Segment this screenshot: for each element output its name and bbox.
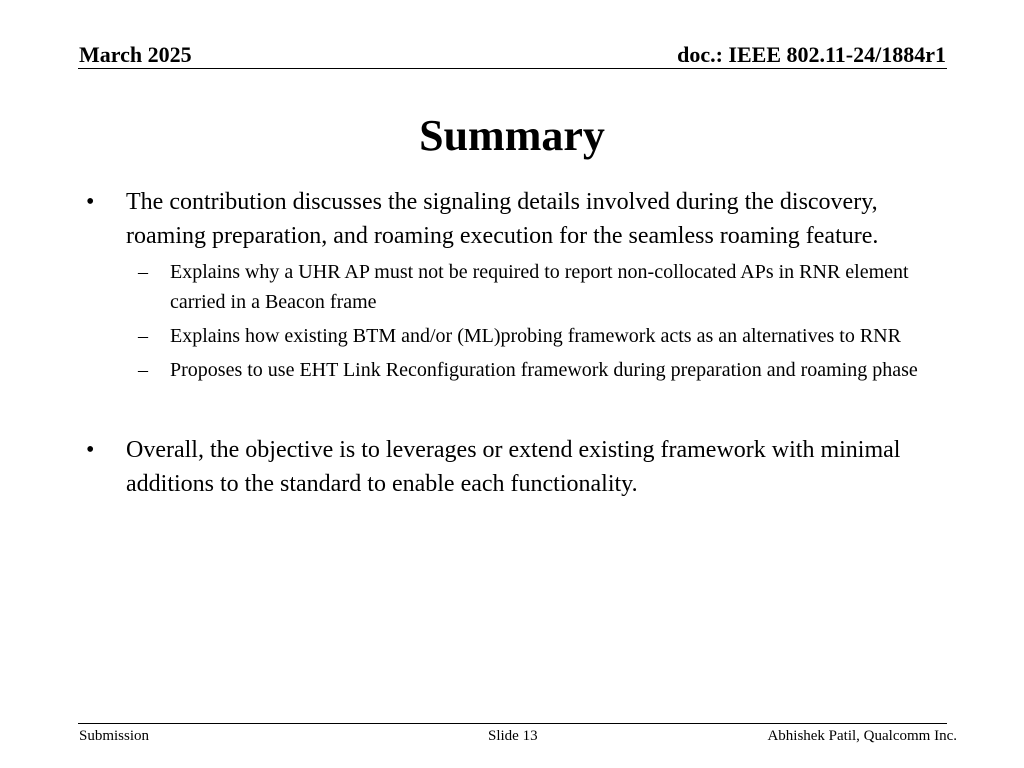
sub-bullet-text: Explains how existing BTM and/or (ML)probing framework acts as an alternatives to RNR bbox=[170, 325, 901, 347]
spacer bbox=[86, 385, 946, 433]
header-divider bbox=[78, 68, 947, 69]
footer-divider bbox=[78, 723, 947, 724]
sub-bullet-item bbox=[138, 355, 946, 385]
bullet-text: The contribution discusses the signaling details involved during the discovery, roaming preparation, and roaming execution for the seamless roaming feature. bbox=[126, 189, 879, 249]
bullet-item bbox=[86, 433, 946, 501]
sub-bullet-marker: – bbox=[138, 359, 148, 381]
bullet-text: Overall, the objective is to leverages or extend existing framework with minimal additions to the standard to enable each functionality. bbox=[126, 437, 901, 497]
sub-bullet-text: Proposes to use EHT Link Reconfiguration framework during preparation and roaming phase bbox=[170, 359, 918, 381]
bullet-marker: • bbox=[86, 189, 95, 215]
sub-bullet-marker: – bbox=[138, 261, 148, 283]
sub-bullet-text: Explains why a UHR AP must not be required to report non-collocated APs in RNR element carried in a Beacon frame bbox=[170, 261, 909, 313]
sub-bullet-item bbox=[138, 257, 946, 317]
sub-bullet-marker: – bbox=[138, 325, 148, 347]
bullet-marker: • bbox=[86, 437, 95, 463]
slide-content bbox=[86, 185, 946, 501]
sub-bullet-item bbox=[138, 321, 946, 351]
footer-submission: Submission bbox=[79, 728, 150, 744]
header-date: March 2025 bbox=[79, 42, 192, 67]
slide-title: Summary bbox=[419, 111, 605, 160]
bullet-item bbox=[86, 185, 946, 253]
footer-author: Abhishek Patil, Qualcomm Inc. bbox=[767, 728, 957, 744]
footer-slide-number: Slide 13 bbox=[488, 728, 538, 744]
header-doc-id: doc.: IEEE 802.11-24/1884r1 bbox=[677, 42, 946, 67]
